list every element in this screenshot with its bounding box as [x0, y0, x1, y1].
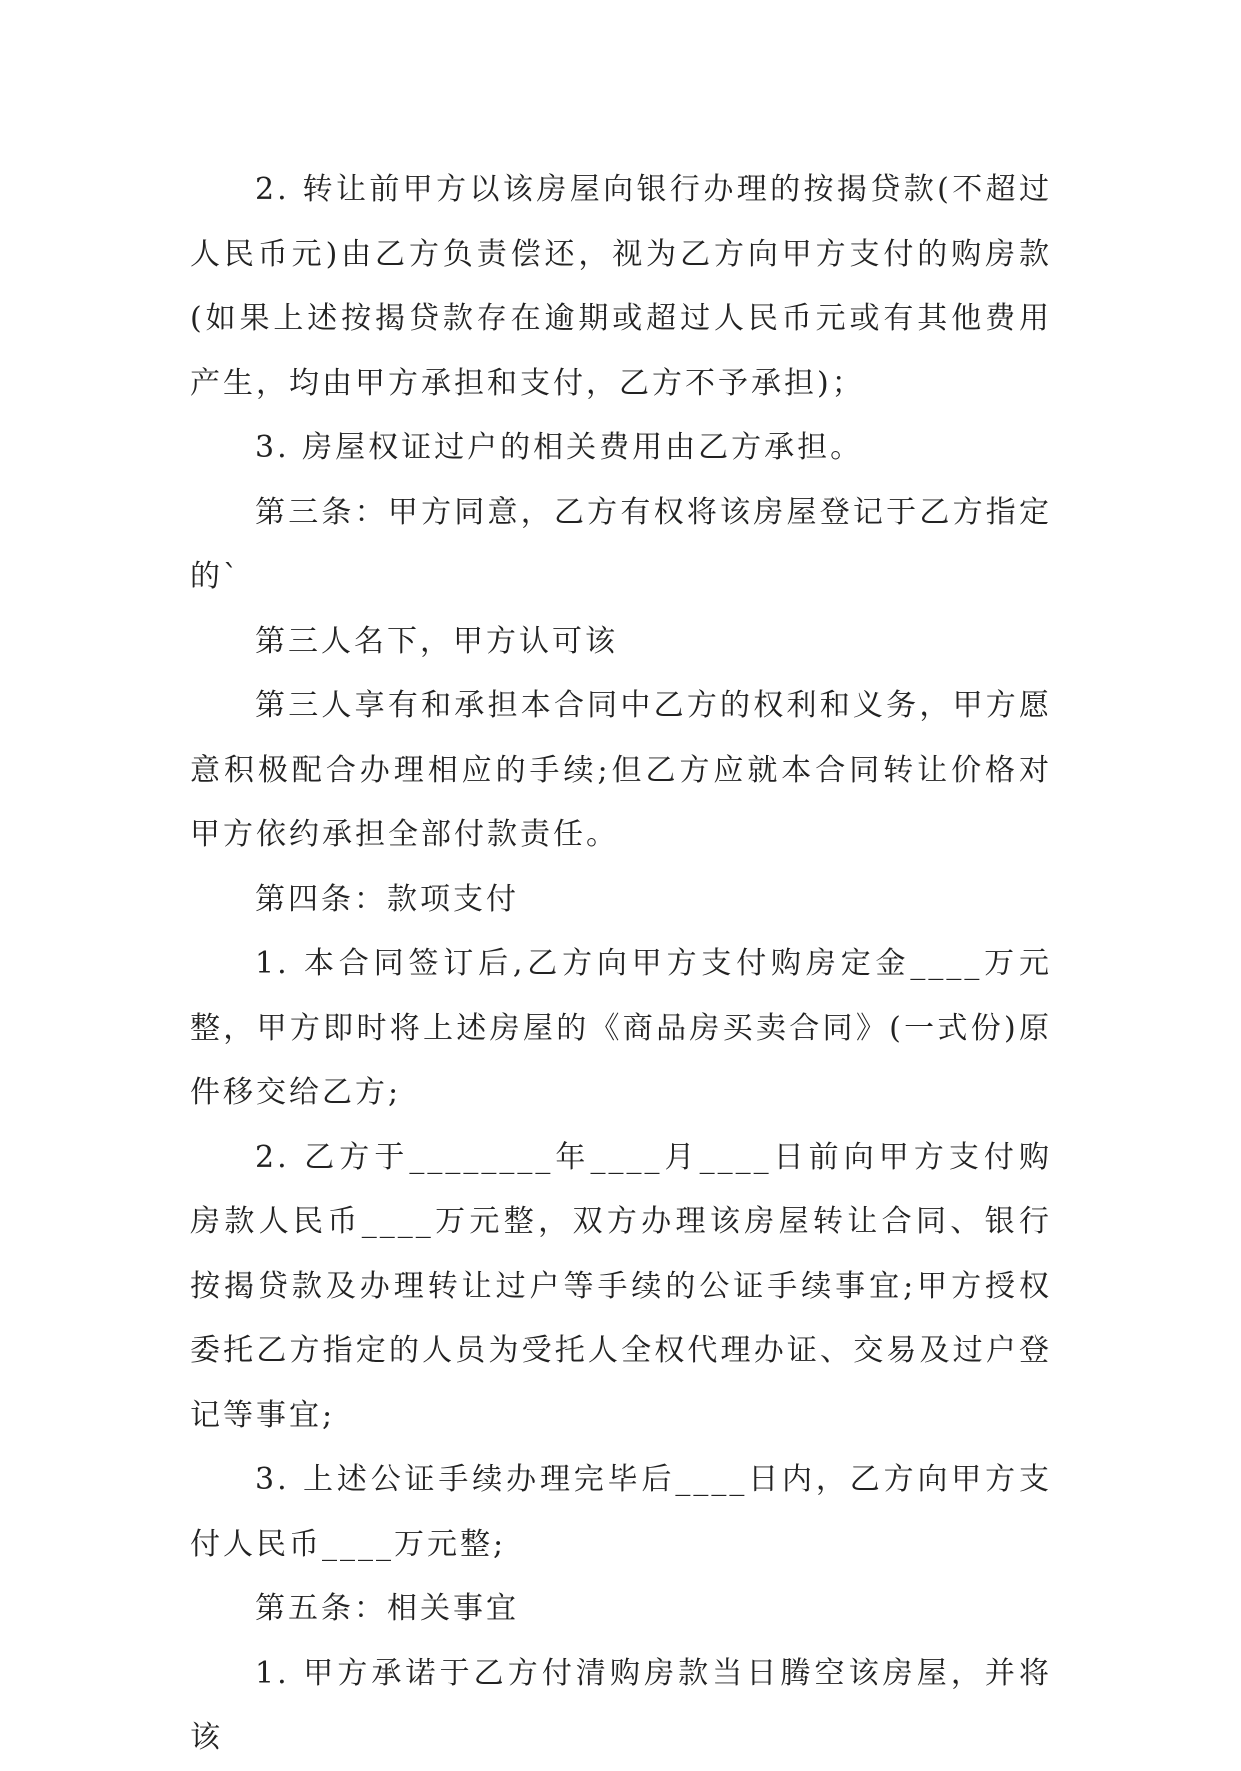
paragraph-third-party-name: 第三人名下，甲方认可该 [255, 623, 618, 659]
paragraph-payment-schedule: 2. 乙方于________年____月____日前向甲方支付购房款人民币____万元整，双方办理该房屋转让合同、银行按揭贷款及办理转让过户等手续的公证手续事宜;甲方授权委托乙方指定的人员为受托人全权代理办证、交易及过户登记等事宜; [190, 1139, 1052, 1433]
document-body [190, 158, 1052, 1771]
paragraph-final-payment: 3. 上述公证手续办理完毕后____日内，乙方向甲方支付人民币____万元整; [190, 1462, 1052, 1562]
heading-article-4: 第四条：款项支付 [255, 881, 519, 917]
paragraph-third-party-rights: 第三人享有和承担本合同中乙方的权利和义务，甲方愿意积极配合办理相应的手续;但乙方应就本合同转让价格对甲方依约承担全部付款责任。 [190, 688, 1052, 852]
paragraph-transfer-fees: 3. 房屋权证过户的相关费用由乙方承担。 [255, 430, 864, 465]
paragraph-loan-repayment: 2. 转让前甲方以该房屋向银行办理的按揭贷款(不超过人民币元)由乙方负责偿还，视为乙方向甲方支付的购房款(如果上述按揭贷款存在逾期或超过人民币元或有其他费用产生，均由甲方承担和支付，乙方不予承担)； [190, 172, 1052, 401]
paragraph-deposit: 1. 本合同签订后,乙方向甲方支付购房定金____万元整，甲方即时将上述房屋的《商品房买卖合同》(一式份)原件移交给乙方; [190, 946, 1052, 1110]
paragraph-vacate-property: 1. 甲方承诺于乙方付清购房款当日腾空该房屋，并将该 [190, 1655, 1052, 1755]
heading-article-5: 第五条：相关事宜 [255, 1591, 519, 1626]
paragraph-article-3: 第三条：甲方同意，乙方有权将该房屋登记于乙方指定的` [190, 494, 1052, 594]
